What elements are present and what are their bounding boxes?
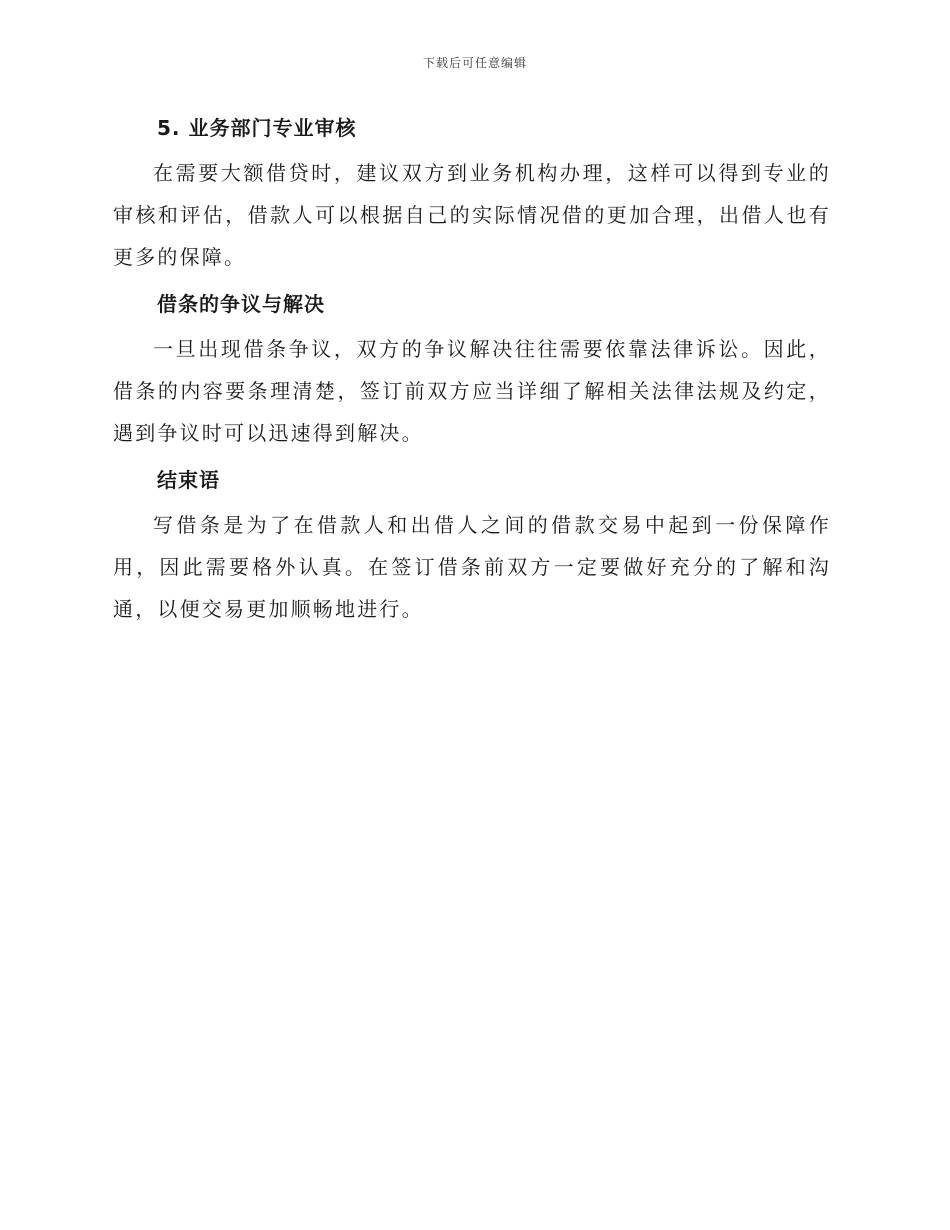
page-header: 下载后可任意编辑	[422, 56, 527, 70]
section-paragraph: 一旦出现借条争议，双方的争议解决往往需要依靠法律诉讼。因此，借条的内容要条理清楚，签订前双方应当详细了解相关法律法规及约定，遇到争议时可以迅速得到解决。	[113, 337, 831, 445]
section-paragraph: 写借条是为了在借款人和出借人之间的借款交易中起到一份保障作用，因此需要格外认真。在签订借条前双方一定要做好充分的了解和沟通，以便交易更加顺畅地进行。	[113, 513, 831, 621]
section-heading: 结束语	[157, 468, 220, 492]
section-review	[113, 108, 831, 278]
section-heading: 借条的争议与解决	[157, 292, 325, 316]
section-conclusion	[113, 460, 831, 630]
section-paragraph: 在需要大额借贷时，建议双方到业务机构办理，这样可以得到专业的审核和评估，借款人可以根据自己的实际情况借的更加合理，出借人也有更多的保障。	[113, 161, 831, 269]
section-dispute	[113, 284, 831, 454]
document-body	[113, 108, 831, 636]
section-heading: 5. 业务部门专业审核	[157, 116, 357, 140]
